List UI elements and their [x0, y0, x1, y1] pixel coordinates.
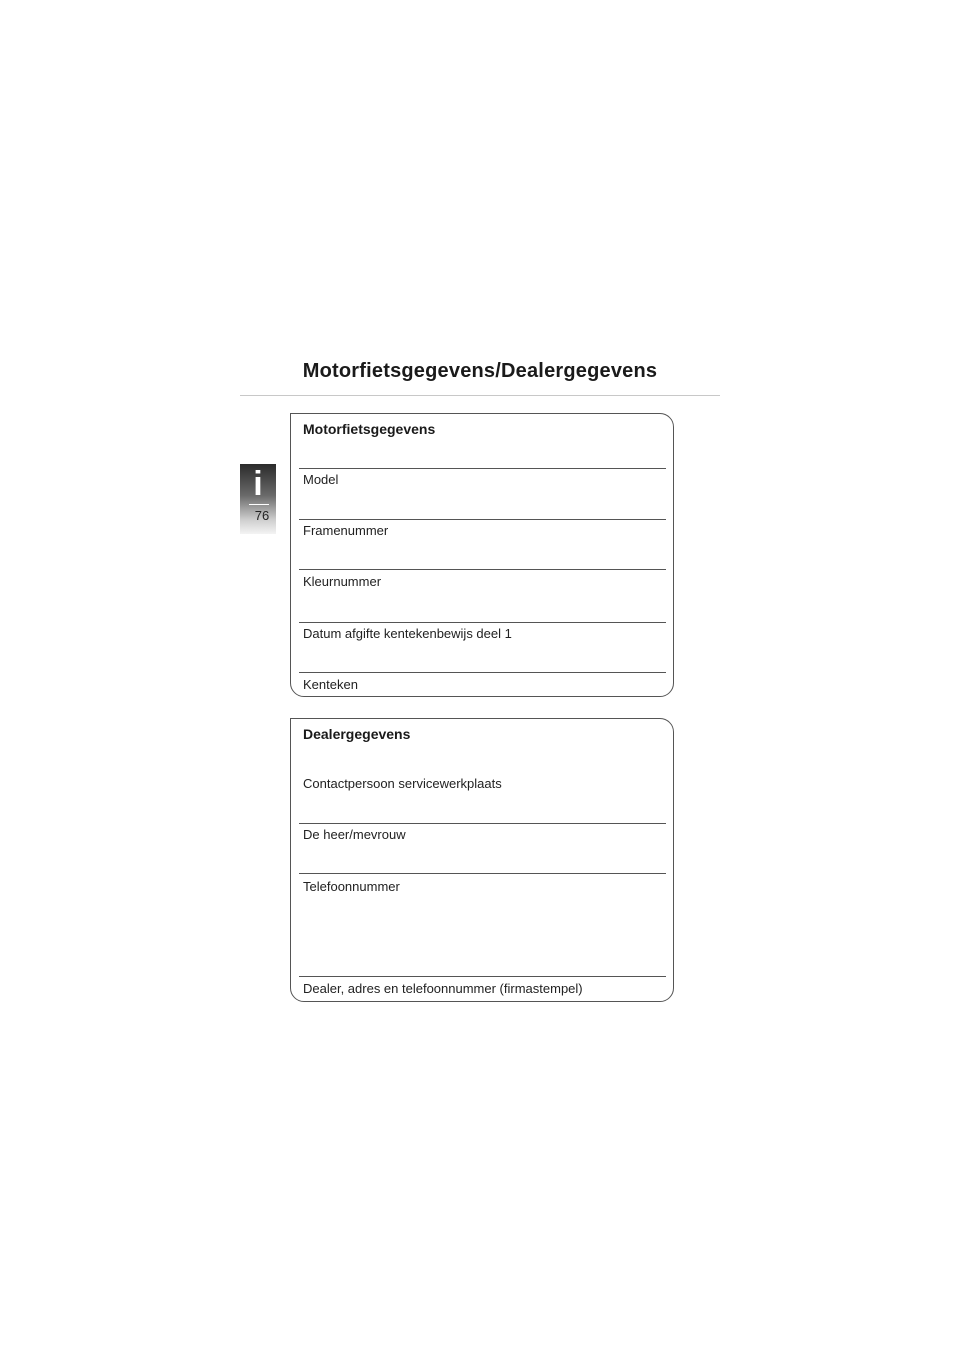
salutation-label: De heer/mevrouw — [303, 827, 406, 842]
license-plate-label: Kenteken — [303, 677, 358, 692]
info-section-tab — [240, 464, 276, 534]
tab-divider — [249, 504, 269, 505]
model-label: Model — [303, 472, 339, 487]
registration-date-label: Datum afgifte kentekenbewijs deel 1 — [303, 626, 512, 641]
vehicle-data-box — [290, 413, 674, 697]
page-number: 76 — [254, 508, 270, 523]
dealer-box-heading: Dealergegevens — [303, 726, 411, 742]
phone-entry-line[interactable] — [299, 873, 666, 874]
color-number-entry-line[interactable] — [299, 569, 666, 570]
frame-number-entry-line[interactable] — [299, 519, 666, 520]
vehicle-box-heading: Motorfietsgegevens — [303, 421, 436, 437]
frame-number-label: Framenummer — [303, 523, 389, 538]
registration-date-entry-line[interactable] — [299, 622, 666, 623]
color-number-label: Kleurnummer — [303, 574, 382, 589]
info-icon: i — [253, 465, 263, 503]
service-contact-label: Contactpersoon servicewerkplaats — [303, 776, 502, 791]
phone-label: Telefoonnummer — [303, 879, 400, 894]
dealer-stamp-entry-line[interactable] — [299, 976, 666, 977]
dealer-stamp-label: Dealer, adres en telefoonnummer (firmastempel) — [303, 981, 583, 996]
dealer-data-box — [290, 718, 674, 1002]
salutation-entry-line[interactable] — [299, 823, 666, 824]
model-entry-line[interactable] — [299, 468, 666, 469]
page-title: Motorfietsgegevens/Dealergegevens — [302, 360, 658, 382]
title-rule — [240, 395, 720, 396]
license-plate-entry-line[interactable] — [299, 672, 666, 673]
